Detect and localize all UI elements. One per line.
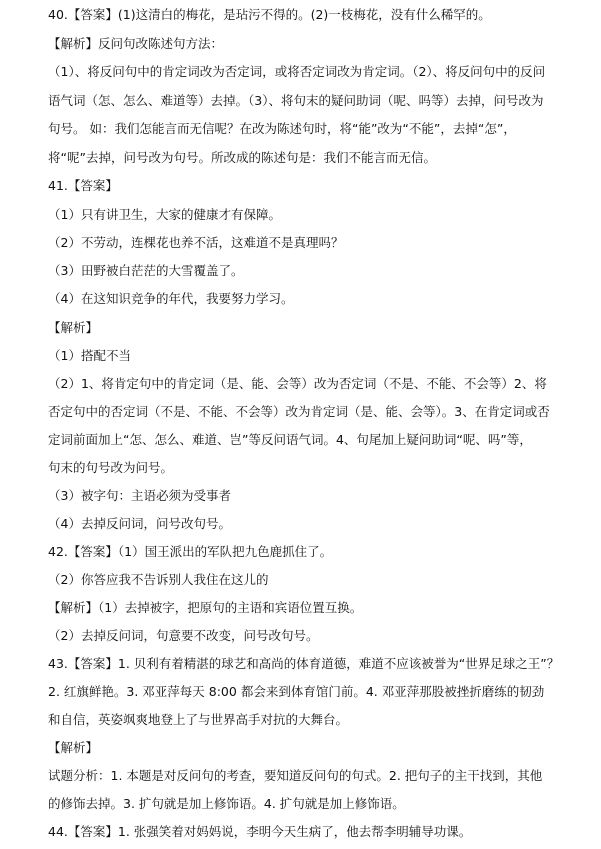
text-line: 【解析】（1）去掉被字，把原句的主语和宾语位置互换。 (48, 600, 363, 615)
text-line: 定词前面加上“怎、怎么、难道、岂”等反问语气词。4、句尾加上疑问助词“呢、吗”等， (48, 432, 532, 447)
text-line: （4）在这知识竞争的年代，我要努力学习。 (48, 291, 294, 306)
text-line: 【解析】 (48, 740, 99, 755)
text-line: （1）只有讲卫生，大家的健康才有保障。 (48, 207, 281, 222)
text-line: 否定句中的否定词（不是、不能、不会等）改为肯定词（是、能、会等）。3、在肯定词或否 (48, 404, 550, 419)
text-line: （2）不劳动，连棵花也养不活，这难道不是真理吗？ (48, 235, 344, 250)
text-line: 和自信，英姿飒爽地登上了与世界高手对抗的大舞台。 (48, 712, 349, 727)
text-line: 【解析】 (48, 320, 99, 335)
text-line: 43.【答案】1. 贝利有着精湛的球艺和高尚的体育道德，难道不应该被誉为“世界足球之王”？ (48, 656, 560, 671)
text-line: （2）去掉反问词，句意要不改变，问号改句号。 (48, 628, 319, 643)
text-line: 的修饰去掉。3. 扩句就是加上修饰语。4. 扩句就是加上修饰语。 (48, 796, 405, 811)
text-line: 语气词（怎、怎么、难道等）去掉。（3）、将句末的疑问助词（呢、吗等）去掉，问号改为 (48, 93, 544, 108)
text-line: 试题分析：1. 本题是对反问句的考查，要知道反问句的句式。2. 把句子的主干找到，其他 (48, 768, 543, 783)
text-line: 将“呢”去掉，问号改为句号。所改成的陈述句是：我们不能言而无信。 (48, 150, 436, 165)
text-line: （3）田野被白茫茫的大雪覆盖了。 (48, 263, 244, 278)
text-line: 句末的句号改为问号。 (48, 460, 174, 475)
text-line: 41.【答案】 (48, 178, 118, 193)
text-line: （3）被字句：主语必须为受事者 (48, 488, 231, 503)
text-line: 【解析】反问句改陈述句方法： (48, 36, 224, 51)
text-line: （1）搭配不当 (48, 348, 131, 363)
text-line: （1）、将反问句中的肯定词改为否定词，或将否定词改为肯定词。（2）、将反问句中的反问 (48, 64, 546, 79)
text-line: 40.【答案】(1)这清白的梅花，是玷污不得的。(2)一枝梅花，没有什么稀罕的。 (48, 7, 491, 22)
text-line: （2）1、将肯定句中的肯定词（是、能、会等）改为否定词（不是、不能、不会等）2、将 (48, 376, 547, 391)
text-line: （2）你答应我不告诉别人我住在这儿的 (48, 572, 269, 587)
text-line: （4）去掉反问词，问号改句号。 (48, 516, 231, 531)
text-line: 42.【答案】（1）国王派出的军队把九色鹿抓住了。 (48, 544, 333, 559)
text-line: 2. 红旗鲜艳。3. 邓亚萍每天 8:00 都会来到体育馆门前。4. 邓亚萍那股被挫折磨练的韧劲 (48, 684, 545, 699)
text-line: 44.【答案】1. 张强笑着对妈妈说，李明今天生病了，他去帮李明辅导功课。 (48, 824, 472, 839)
text-line: 句号。 如：我们怎能言而无信呢？在改为陈述句时，将“能”改为“不能”，去掉“怎”， (48, 121, 516, 136)
